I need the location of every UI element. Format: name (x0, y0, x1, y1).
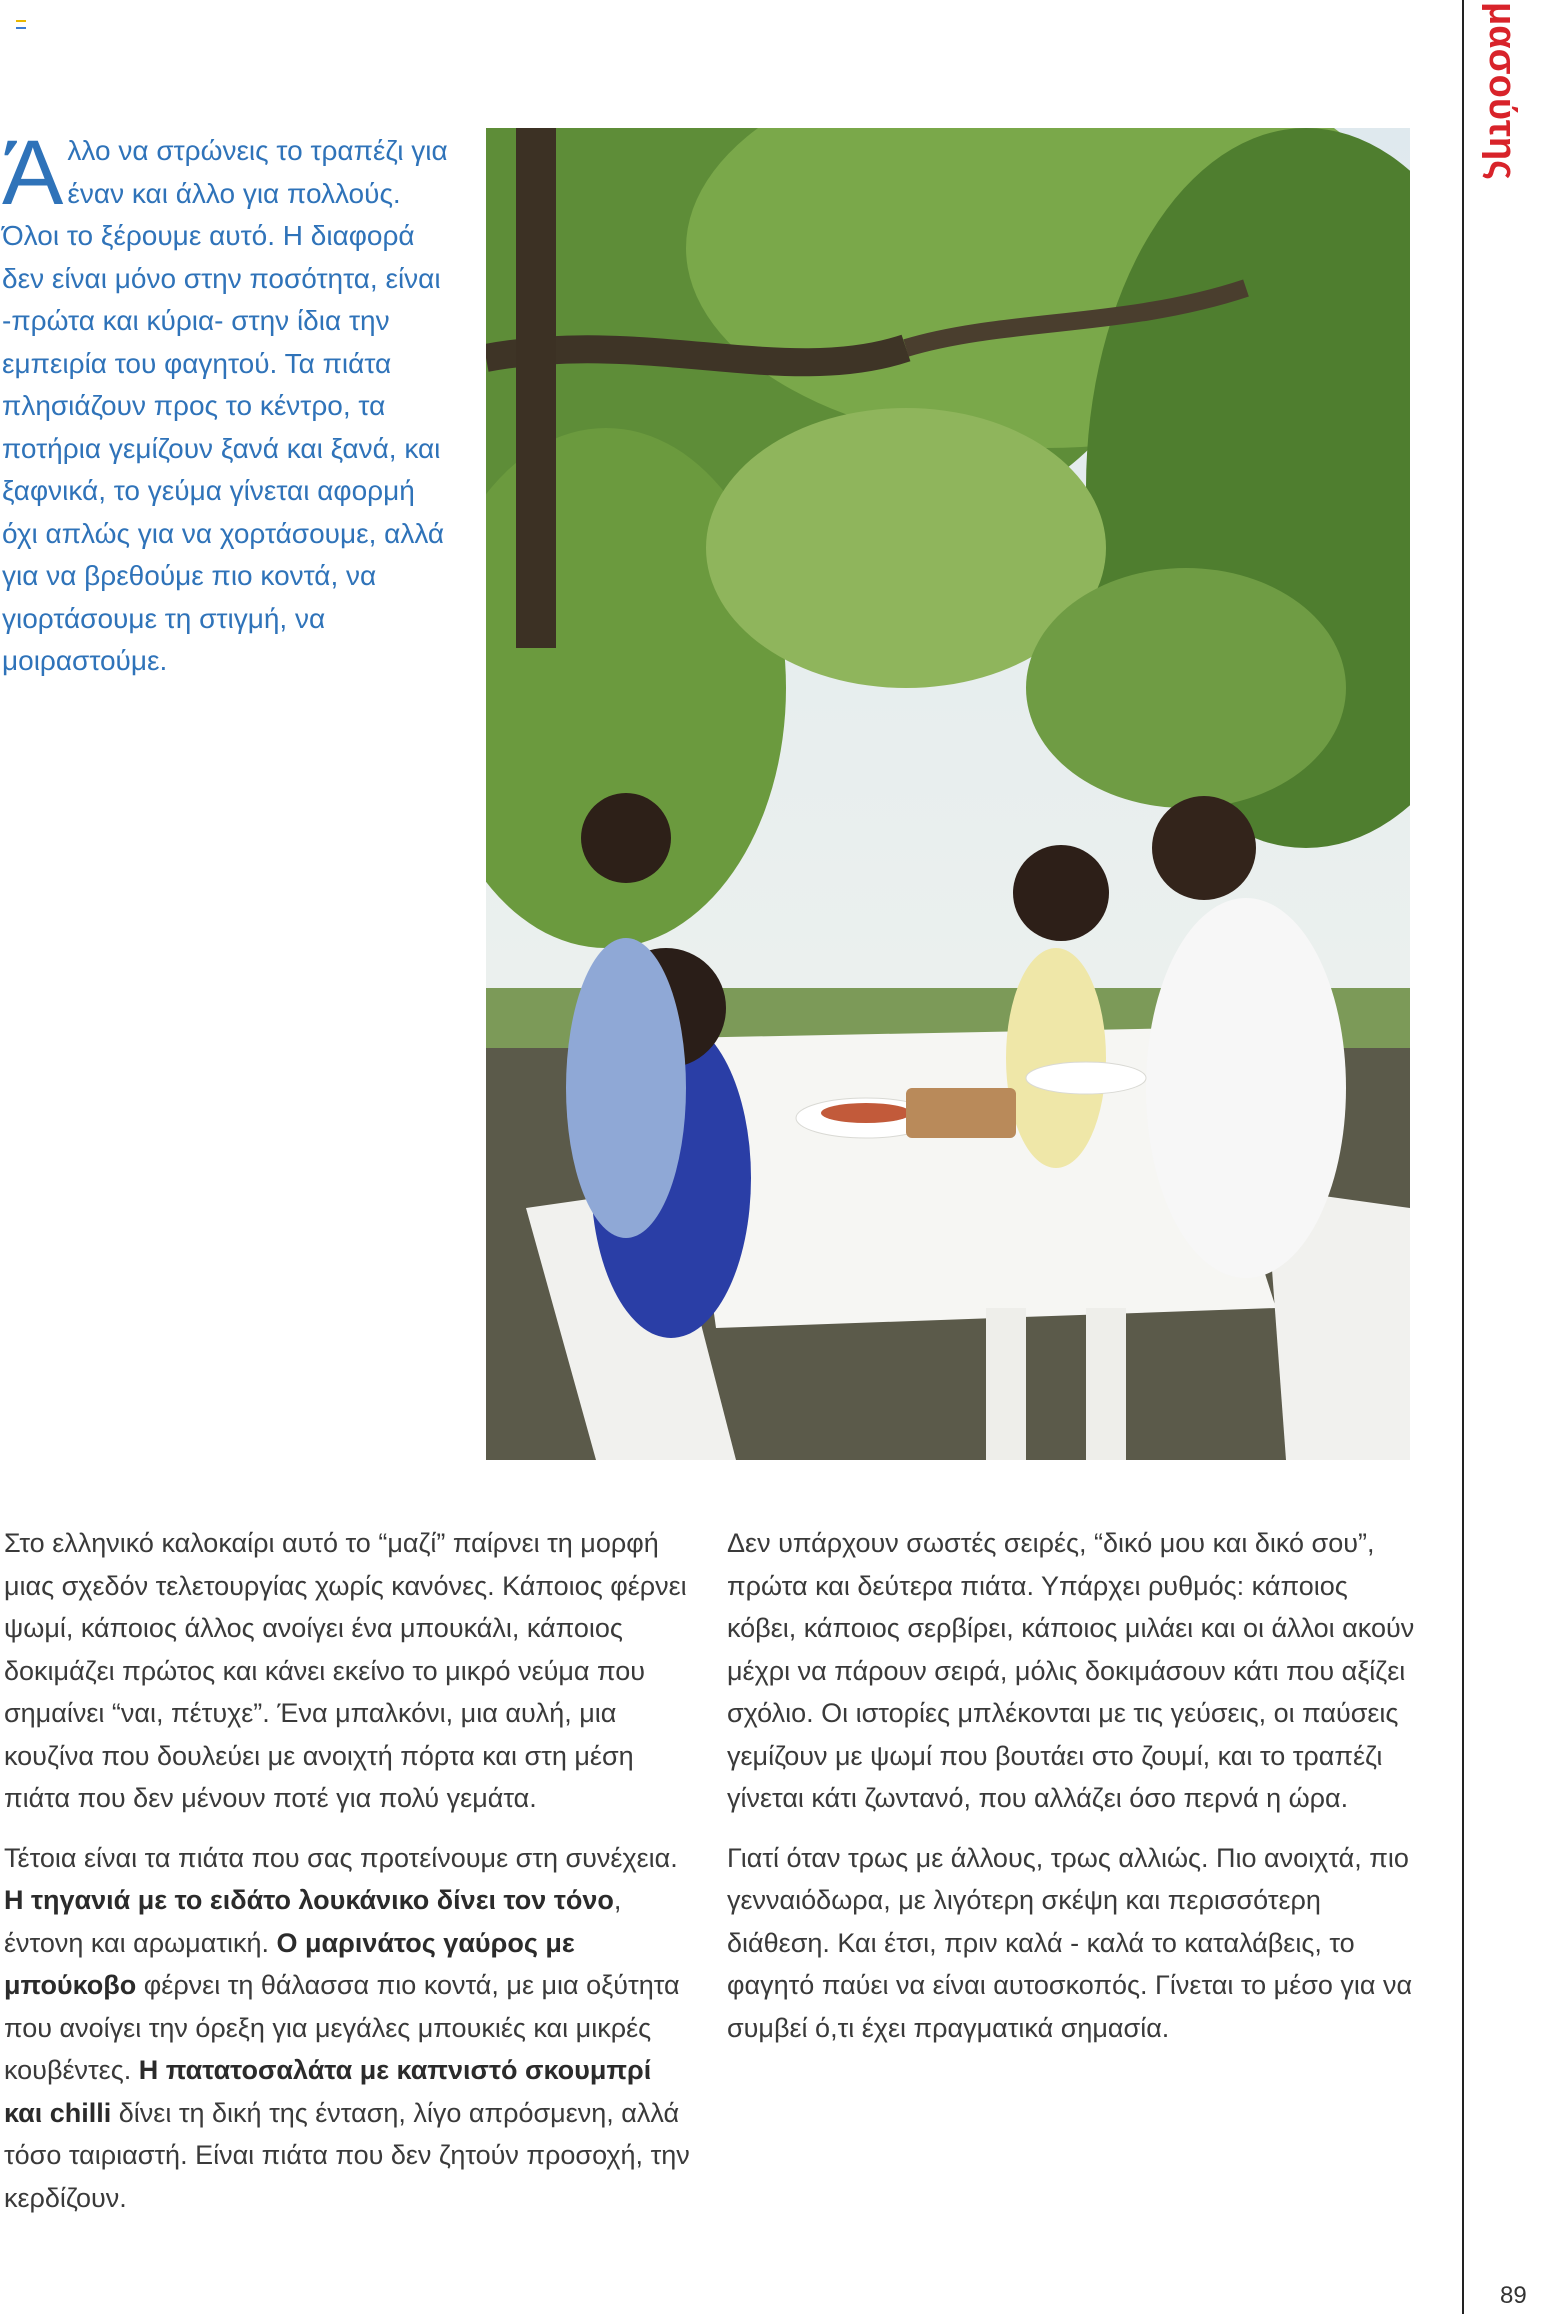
brand-logo (1480, 0, 1540, 230)
photo-illustration (486, 128, 1410, 1460)
left-p2-text-c: , έντονη και αρωματική. (4, 1885, 622, 1958)
page-number: 89 (1500, 2282, 1527, 2309)
left-column (4, 1522, 694, 2236)
right-column (727, 1522, 1417, 2066)
hero-photo (486, 128, 1410, 1460)
corner-mark (16, 20, 26, 29)
right-paragraph-2: Γιατί όταν τρως με άλλους, τρως αλλιώς. Πιο ανοιχτά, πιο γενναιόδωρα, με λιγότερη σκέψη και περισσότερη διάθεση. Και έτσι, πριν καλά - καλά το καταλάβεις, το φαγητό παύει να είναι αυτοσκοπός. Γίνεται το μέσο για να συμβεί ό,τι έχει πραγματικά σημασία. (727, 1842, 1413, 2043)
dish-potato-salad: Η πατατοσαλάτα με καπνιστό σκουμπρί και chilli (4, 2055, 652, 2128)
dish-sausage: Η τηγανιά με το ειδάτο λουκάνικο δίνει τον τόνο (4, 1885, 614, 1915)
dish-anchovy: Ο μαρινάτος γαύρος με μπούκοβο (4, 1927, 575, 2000)
left-paragraph-1: Στο ελληνικό καλοκαίρι αυτό το “μαζί” παίρνει τη μορφή μιας σχεδόν τελετουργίας χωρίς κανόνες. Κάποιος φέρνει ψωμί, κάποιος άλλος ανοίγει ένα μπουκάλι, κάποιος δοκιμάζει πρώτος και κάνει εκείνο το μικρό νεύμα που σημαίνει “ναι, πέτυχε”. Ένα μπαλκόνι, μια αυλή, μια κουζίνα που δουλεύει με ανοιχτή πόρτα και στη μέση πιάτα που δεν μένουν ποτέ για πολύ γεμάτα. (4, 1528, 687, 1813)
dropcap: Ά (2, 122, 64, 224)
vertical-rule (1462, 0, 1464, 2314)
intro-paragraph (2, 122, 452, 683)
intro-text: λλο να στρώνεις το τραπέζι για έναν και άλλο για πολλούς. Όλοι το ξέρουμε αυτό. Η διαφορά δεν είναι μόνο στην ποσότητα, είναι -πρώτα και κύρια- στην ίδια την εμπειρία του φαγητού. Τα πιάτα πλησιάζουν προς το κέντρο, τα ποτήρια γεμίζουν ξανά και ξανά, και ξαφνικά, το γεύμα γίνεται αφορμή όχι απλώς για να χορτάσουμε, αλλά για να βρεθούμε πιο κοντά, να γιορτάσουμε τη στιγμή, να μοιραστούμε. (2, 135, 448, 676)
brand-text: μασούτης (1481, 2, 1523, 180)
left-p2-text-a: Τέτοια είναι τα πιάτα που σας προτείνουμε στη συνέχεια. (4, 1842, 678, 1873)
left-p2-text-e: δίνει τη δική της ένταση, λίγο απρόσμενη, αλλά τόσο ταιριαστή. Είναι πιάτα που δεν ζητούν προσοχή, την κερδίζουν. (4, 2097, 690, 2213)
right-paragraph-1: Δεν υπάρχουν σωστές σειρές, “δικό μου και δικό σου”, πρώτα και δεύτερα πιάτα. Υπάρχει ρυθμός: κάποιος κόβει, κάποιος σερβίρει, κάποιος μιλάει και οι άλλοι ακούν μέχρι να πάρουν σειρά, μόλις δοκιμάσουν κάτι που αξίζει σχόλιο. Οι ιστορίες μπλέκονται με τις γεύσεις, οι παύσεις γεμίζουν με ψωμί που βουτάει στο ζουμί, και το τραπέζι γίνεται κάτι ζωντανό, που αλλάζει όσο περνά η ώρα. (727, 1528, 1415, 1813)
left-p2-text-d: φέρνει τη θάλασσα πιο κοντά, με μια οξύτητα που ανοίγει την όρεξη για μεγάλες μπουκιές και μικρές κουβέντες. (4, 1970, 680, 2085)
left-paragraph-2 (4, 1837, 694, 2220)
